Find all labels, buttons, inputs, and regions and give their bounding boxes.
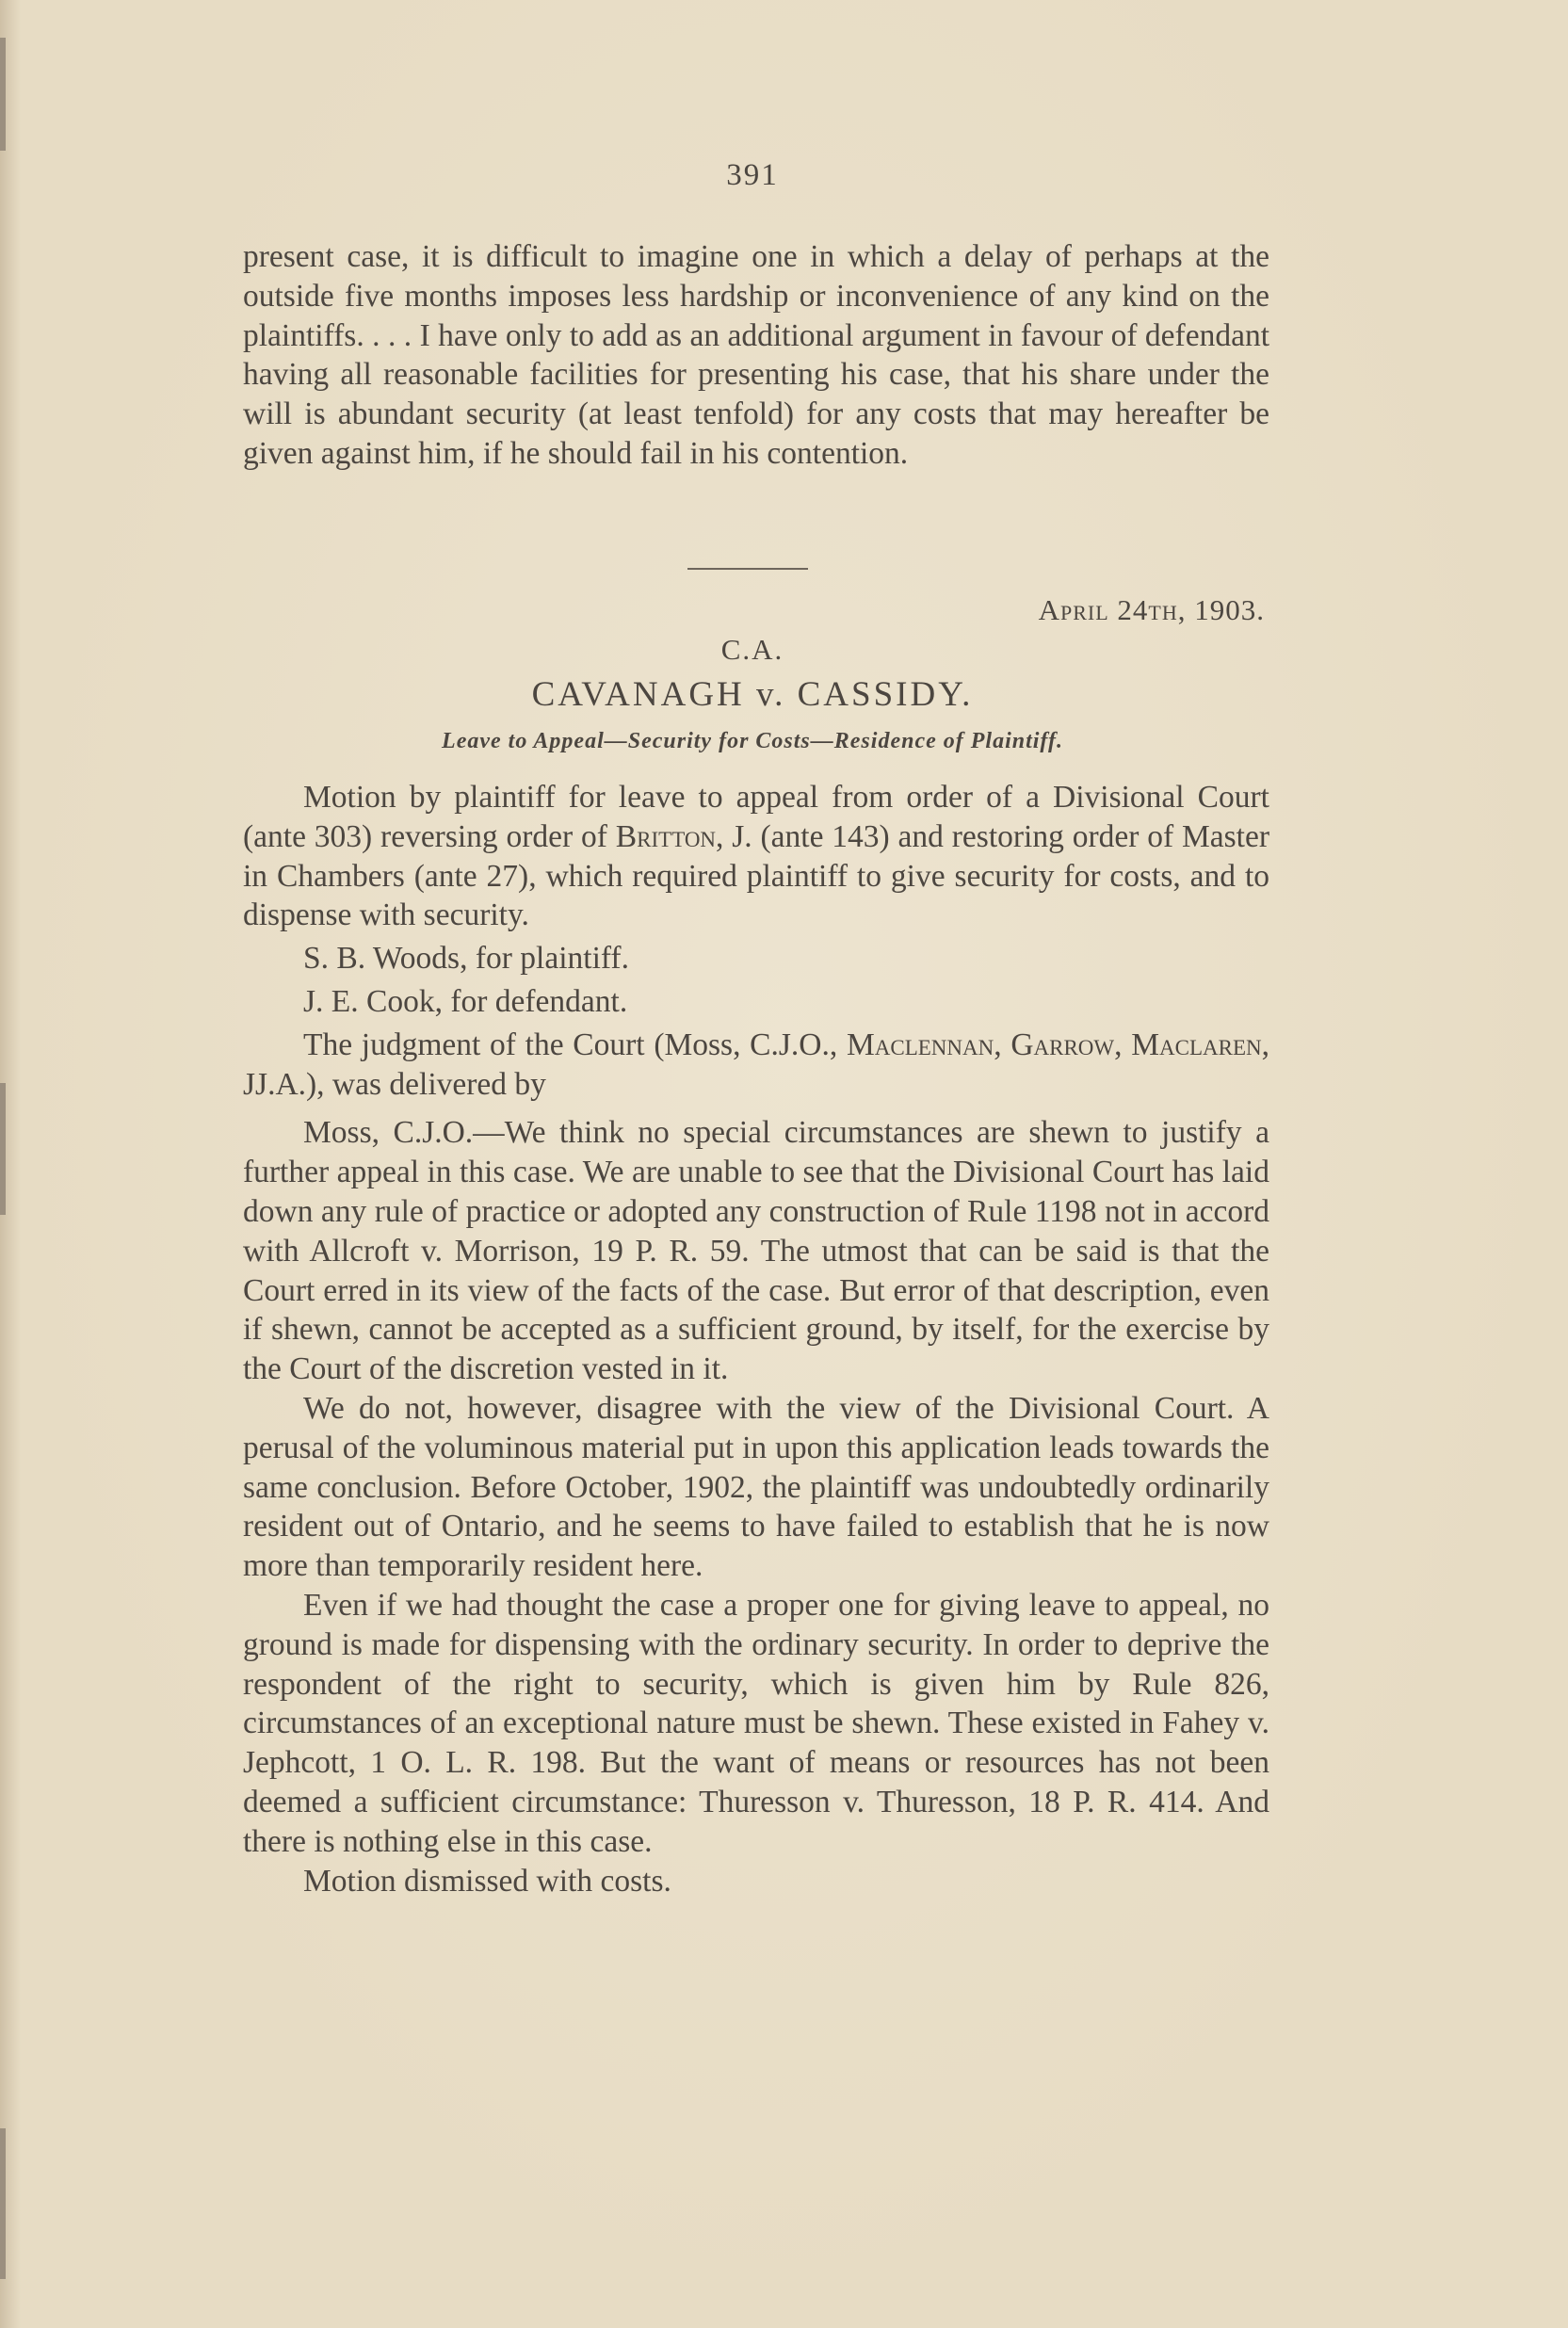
page-edge-mark [0,2128,6,2279]
case-title: CAVANAGH v. CASSIDY. [531,675,974,714]
judgment-paragraph: We do not, however, disagree with the view of the Divisional Court. A perusal of the voluminous material put in upon this application leads towards the same conclusion. Before October, 1902, the plaintiff was undoubtedly ordinarily resident out of Ontario, and he seems to have failed to establish that he is now more than temporarily resident here. [243,1390,1269,1584]
judgment-paragraph: Even if we had thought the case a proper one for giving leave to appeal, no ground is made for dispensing with the ordinary security. In order to deprive the respondent of the right to security, which is given him by Rule 826, circumstances of an exceptional nature must be shewn. These existed in Fahey v. Jephcott, 1 O. L. R. 198. But the want of means or resources has not been deemed a sufficient circumstance: Thuresson v. Thuresson, 18 P. R. 414. And there is nothing else in this case. [243,1587,1269,1859]
judgment-paragraph: Moss, C.J.O.—We think no special circumstances are shewn to justify a further appeal in this case. We are unable to see that the Divisional Court has laid down any rule of practice or adopted any construction of Rule 1198 not in accord with Allcroft v. Morrison, 19 P. R. 59. The utmost that can be said is that the Court erred in its view of the facts of the case. But error of that description, even if shewn, cannot be accepted as a sufficient ground, by itself, for the exercise by the Court of the discretion vested in it. [243,1115,1269,1387]
section-divider [687,568,808,570]
page-number: 391 [726,158,779,192]
page-edge-mark [0,38,6,151]
disposition: Motion dismissed with costs. [303,1863,671,1899]
opening-paragraph-block [243,237,1269,474]
case-body [243,778,1269,1900]
judge-name: Britton [615,818,717,854]
case-date: April 24th, 1903. [1038,593,1265,626]
motion-paragraph: Motion by plaintiff for leave to appeal from order of a Divisional Court (ante 303) reversing order of Britton, J. (ante 143) and restoring order of Master in Chambers (ante 27), which required plaintiff to give security for costs, and to dispense with security. [243,780,1269,933]
case-headnote: Leave to Appeal—Security for Costs—Residence of Plaintiff. [442,729,1063,753]
page-edge-mark [0,1083,6,1215]
court-abbreviation: C.A. [720,633,784,666]
counsel-defendant: J. E. Cook, for defendant. [303,983,628,1019]
judgment-intro: The judgment of the Court (Moss, C.J.O., Maclennan, Garrow, Maclaren, JJ.A.), was delivered by [243,1027,1270,1102]
opening-paragraph: present case, it is difficult to imagine one in which a delay of perhaps at the outside five months imposes less hardship or inconvenience of any kind on the plaintiffs. . . . I have only to add as an additional argument in favour of defendant having all reasonable facilities for presenting his case, that his share under the will is abundant security (at least tenfold) for any costs that may hereafter be given against him, if he should fail in his contention. [243,239,1269,471]
counsel-plaintiff: S. B. Woods, for plaintiff. [303,941,629,977]
